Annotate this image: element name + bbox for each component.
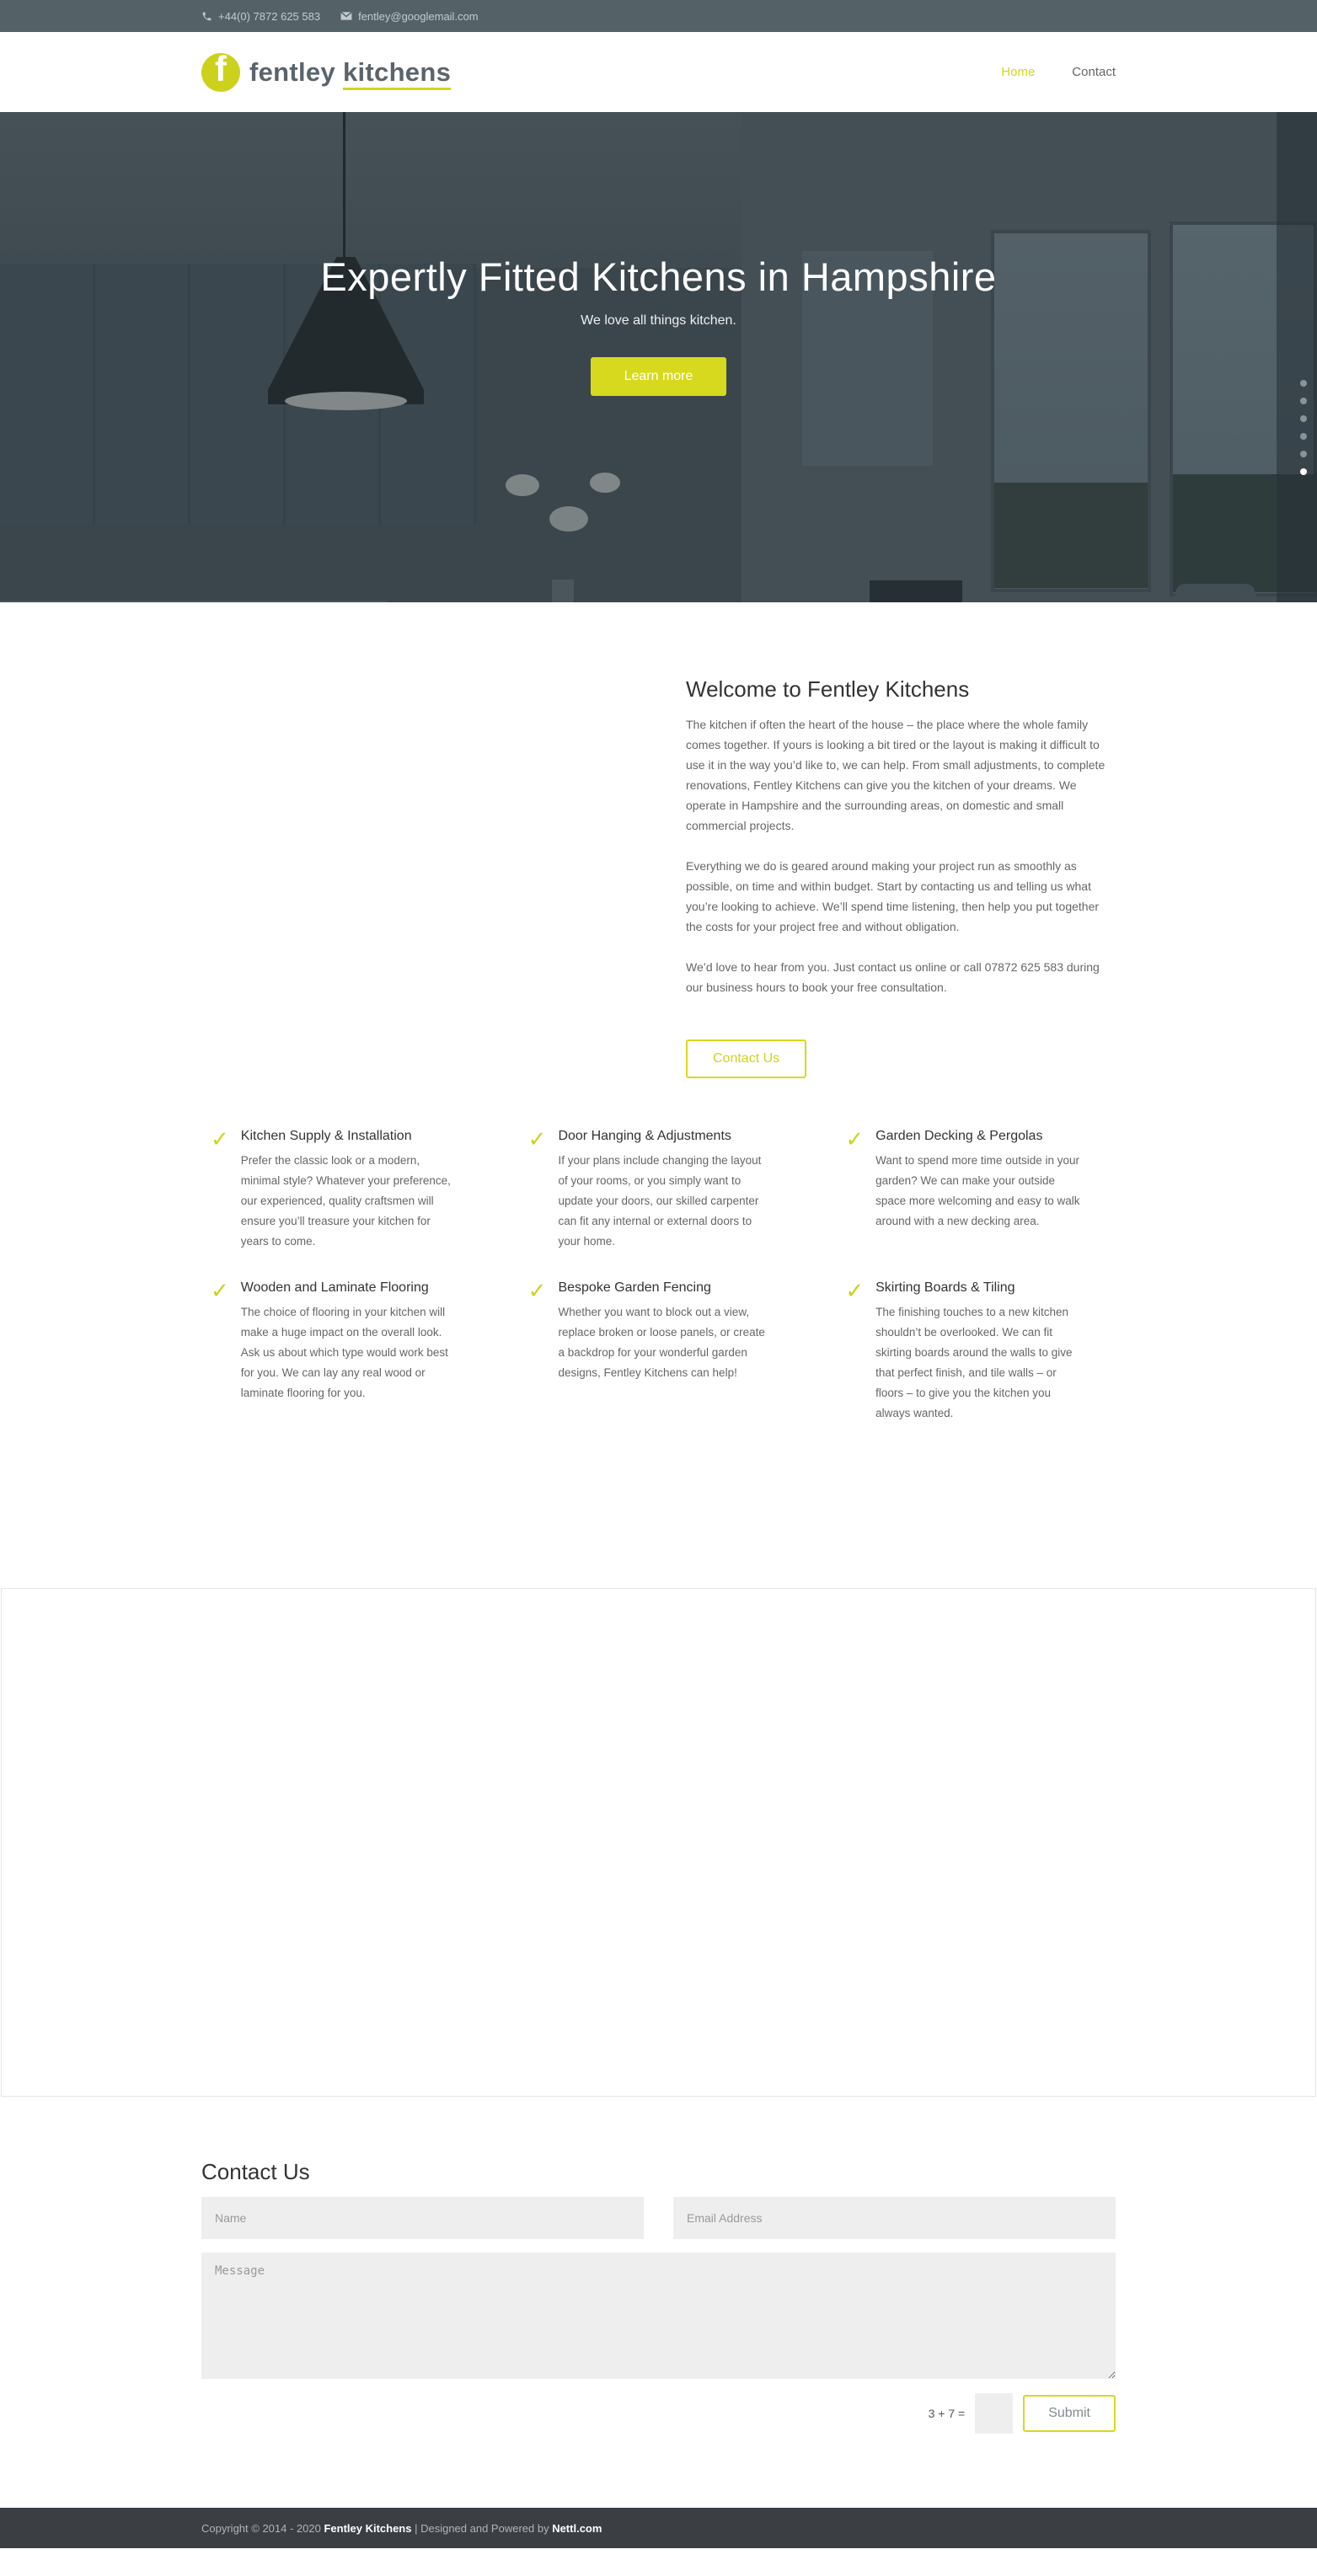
submit-button[interactable]: Submit [1023, 2395, 1116, 2432]
site-footer [0, 2508, 1317, 2548]
site-header [0, 32, 1317, 112]
footer-nettl-link[interactable]: Nettl.com [552, 2521, 602, 2535]
contact-us-button[interactable]: Contact Us [686, 1039, 806, 1078]
topbar-phone: +44(0) 7872 625 583 [218, 9, 321, 23]
hero-title: Expertly Fitted Kitchens in Hampshire [320, 254, 997, 299]
feature-text: The choice of flooring in your kitchen will make a huge impact on the overall look. Ask us about which type would work best for you. We can lay any real wood or laminate flooring for you. [240, 1306, 448, 1399]
logo-mark-icon: f [201, 53, 240, 92]
slider-dot-1[interactable] [1300, 380, 1307, 387]
feature-garden-fencing [519, 1280, 799, 1424]
check-icon [528, 1129, 547, 1252]
site-logo[interactable] [201, 48, 452, 92]
topbar-email: fentley@googlemail.com [358, 9, 479, 23]
feature-title: Wooden and Laminate Flooring [240, 1280, 429, 1295]
nav-item-contact[interactable]: Contact [1072, 65, 1116, 79]
envelope-icon [340, 11, 352, 21]
feature-text: If your plans include changing the layout of your rooms, or you simply want to update your doors, our skilled carpenter can fit any internal or external doors to your home. [558, 1154, 762, 1248]
topbar-contact-info [201, 10, 1116, 23]
slider-dot-3[interactable] [1300, 415, 1307, 422]
feature-title: Bespoke Garden Fencing [558, 1280, 711, 1295]
phone-link[interactable] [201, 10, 320, 23]
feature-text: The finishing touches to a new kitchen shouldn’t be overlooked. We can fit skirting boards around the walls to give that perfect finish, and tile walls – or floors – to give you the kitchen you always wanted. [875, 1306, 1073, 1419]
captcha-input[interactable] [975, 2393, 1013, 2434]
check-icon [211, 1280, 229, 1424]
hero-subtitle: We love all things kitchen. [581, 313, 736, 328]
feature-text: Prefer the classic look or a modern, minimal style? Whatever your preference, our experienced, quality craftsmen will ensure you’ll treasure your kitchen for years to come. [240, 1154, 451, 1248]
contact-section [0, 2097, 1317, 2508]
logo-text: fentley kitchens [249, 57, 451, 88]
map-placeholder [1, 1588, 1316, 2097]
check-icon [845, 1129, 864, 1252]
email-link[interactable] [340, 10, 479, 23]
feature-title: Garden Decking & Pergolas [875, 1129, 1043, 1143]
contact-heading: Contact Us [201, 2159, 310, 2184]
slider-dot-2[interactable] [1300, 398, 1307, 404]
check-icon [528, 1280, 547, 1424]
slider-dot-4[interactable] [1300, 433, 1307, 440]
topbar [0, 0, 1317, 32]
welcome-media-placeholder [201, 676, 686, 1078]
features-section [0, 1129, 1317, 1424]
name-input[interactable] [201, 2197, 644, 2239]
feature-text: Want to spend more time outside in your garden? We can make your outside space more welcoming and easy to walk around with a new decking area. [875, 1154, 1080, 1227]
welcome-paragraph-1: The kitchen if often the heart of the house – the place where the whole family comes together. If yours is looking a bit tired or the layout is making it difficult to use it in the way you’d like to, we can help. From small adjustments, to complete renovations, Fentley Kitchens can give you the kitchen of your dreams. We operate in Hampshire and the surrounding areas, on domestic and small commercial projects. [686, 718, 1106, 832]
feature-flooring [201, 1280, 481, 1424]
feature-door-hanging [519, 1129, 799, 1252]
message-textarea[interactable] [201, 2253, 1116, 2379]
check-icon [211, 1129, 229, 1252]
welcome-section [0, 602, 1317, 1129]
feature-title: Door Hanging & Adjustments [558, 1129, 731, 1143]
slider-dot-5[interactable] [1300, 451, 1307, 457]
feature-text: Whether you want to block out a view, replace broken or loose panels, or create a backdrop for your wonderful garden designs, Fentley Kitchens can help! [558, 1306, 765, 1379]
welcome-paragraph-3: We’d love to hear from you. Just contact us online or call 07872 625 583 during our business hours to book your free consultation. [686, 960, 1100, 994]
slider-dot-6-active[interactable] [1300, 468, 1307, 475]
main-nav [1001, 65, 1116, 79]
feature-title: Skirting Boards & Tiling [875, 1280, 1015, 1295]
feature-garden-decking [836, 1129, 1116, 1252]
email-input[interactable] [673, 2197, 1116, 2239]
nav-item-home[interactable]: Home [1001, 65, 1036, 79]
feature-kitchen-supply [201, 1129, 481, 1252]
captcha-label: 3 + 7 = [928, 2407, 966, 2420]
check-icon [845, 1280, 864, 1424]
hero-slider [0, 112, 1317, 602]
welcome-heading: Welcome to Fentley Kitchens [686, 676, 970, 702]
phone-icon [201, 11, 212, 22]
copyright-text: Copyright © 2014 - 2020 Fentley Kitchens | Designed and Powered by Nettl.com [201, 2521, 602, 2535]
footer-brand: Fentley Kitchens [324, 2521, 412, 2535]
slider-dots [1300, 380, 1307, 475]
feature-skirting-tiling [836, 1280, 1116, 1424]
feature-title: Kitchen Supply & Installation [240, 1129, 412, 1143]
welcome-paragraph-2: Everything we do is geared around making your project run as smoothly as possible, on time and within budget. Start by contacting us and telling us what you’re looking to achieve. We’ll spend time listening, then help you put together the costs for your project free and without obligation. [686, 859, 1100, 933]
learn-more-button[interactable]: Learn more [591, 357, 727, 396]
